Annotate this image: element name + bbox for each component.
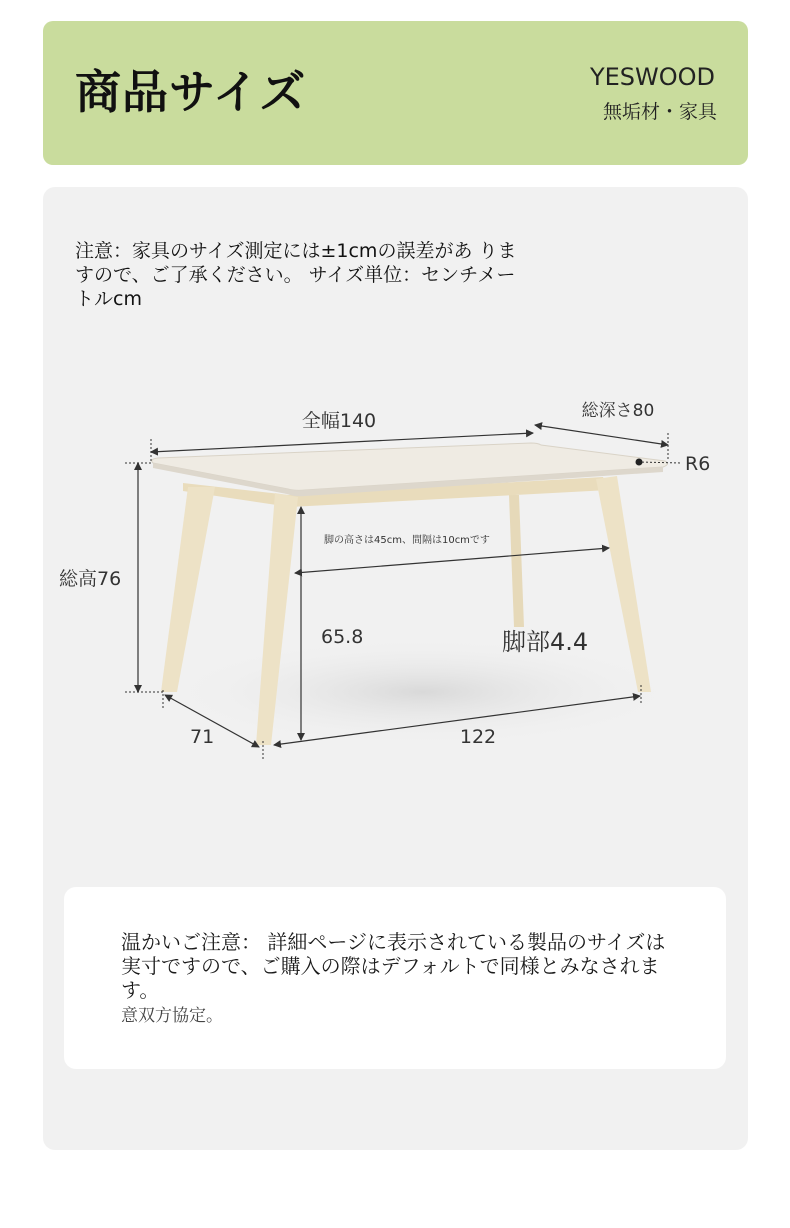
floor-shadow xyxy=(163,637,683,747)
note-sub-text: 意双方協定。 xyxy=(121,1006,223,1026)
leg-gap-note: 脚の高さは45cm、間隔は10cmです xyxy=(324,535,490,546)
table-leg-front-left xyxy=(161,487,215,692)
leg-depth-label: 71 xyxy=(190,726,215,748)
table-leg-back-right xyxy=(509,495,524,627)
depth-dimension-line xyxy=(535,425,668,445)
note-card xyxy=(64,887,726,1069)
size-panel xyxy=(43,187,748,1150)
clearance-label: 65.8 xyxy=(321,626,364,648)
note-main-text: 温かいご注意： 詳細ページに表示されている製品のサイズは実寸ですので、ご購入の際はデフォルトで同様とみなされます。 xyxy=(121,930,666,1002)
leg-size-label: 脚部4.4 xyxy=(502,628,589,656)
leg-span-label: 122 xyxy=(459,726,497,748)
measurement-notice: 注意：家具のサイズ測定には±1cmの誤差があ りますので、ご了承ください。 サイズ単位：センチメートルcm xyxy=(75,240,517,310)
depth-label: 総深さ80 xyxy=(581,401,655,421)
width-label: 全幅140 xyxy=(301,410,377,432)
total-height-label: 総高76 xyxy=(59,568,122,590)
brand-logo: YESWOOD xyxy=(589,63,715,91)
corner-radius-dot xyxy=(636,459,643,466)
header-banner xyxy=(43,21,748,165)
page-title: 商品サイズ xyxy=(75,65,307,119)
corner-radius-label: R6 xyxy=(685,453,711,475)
leg-gap-line xyxy=(295,548,609,573)
brand-tagline: 無垢材・家具 xyxy=(602,101,717,123)
